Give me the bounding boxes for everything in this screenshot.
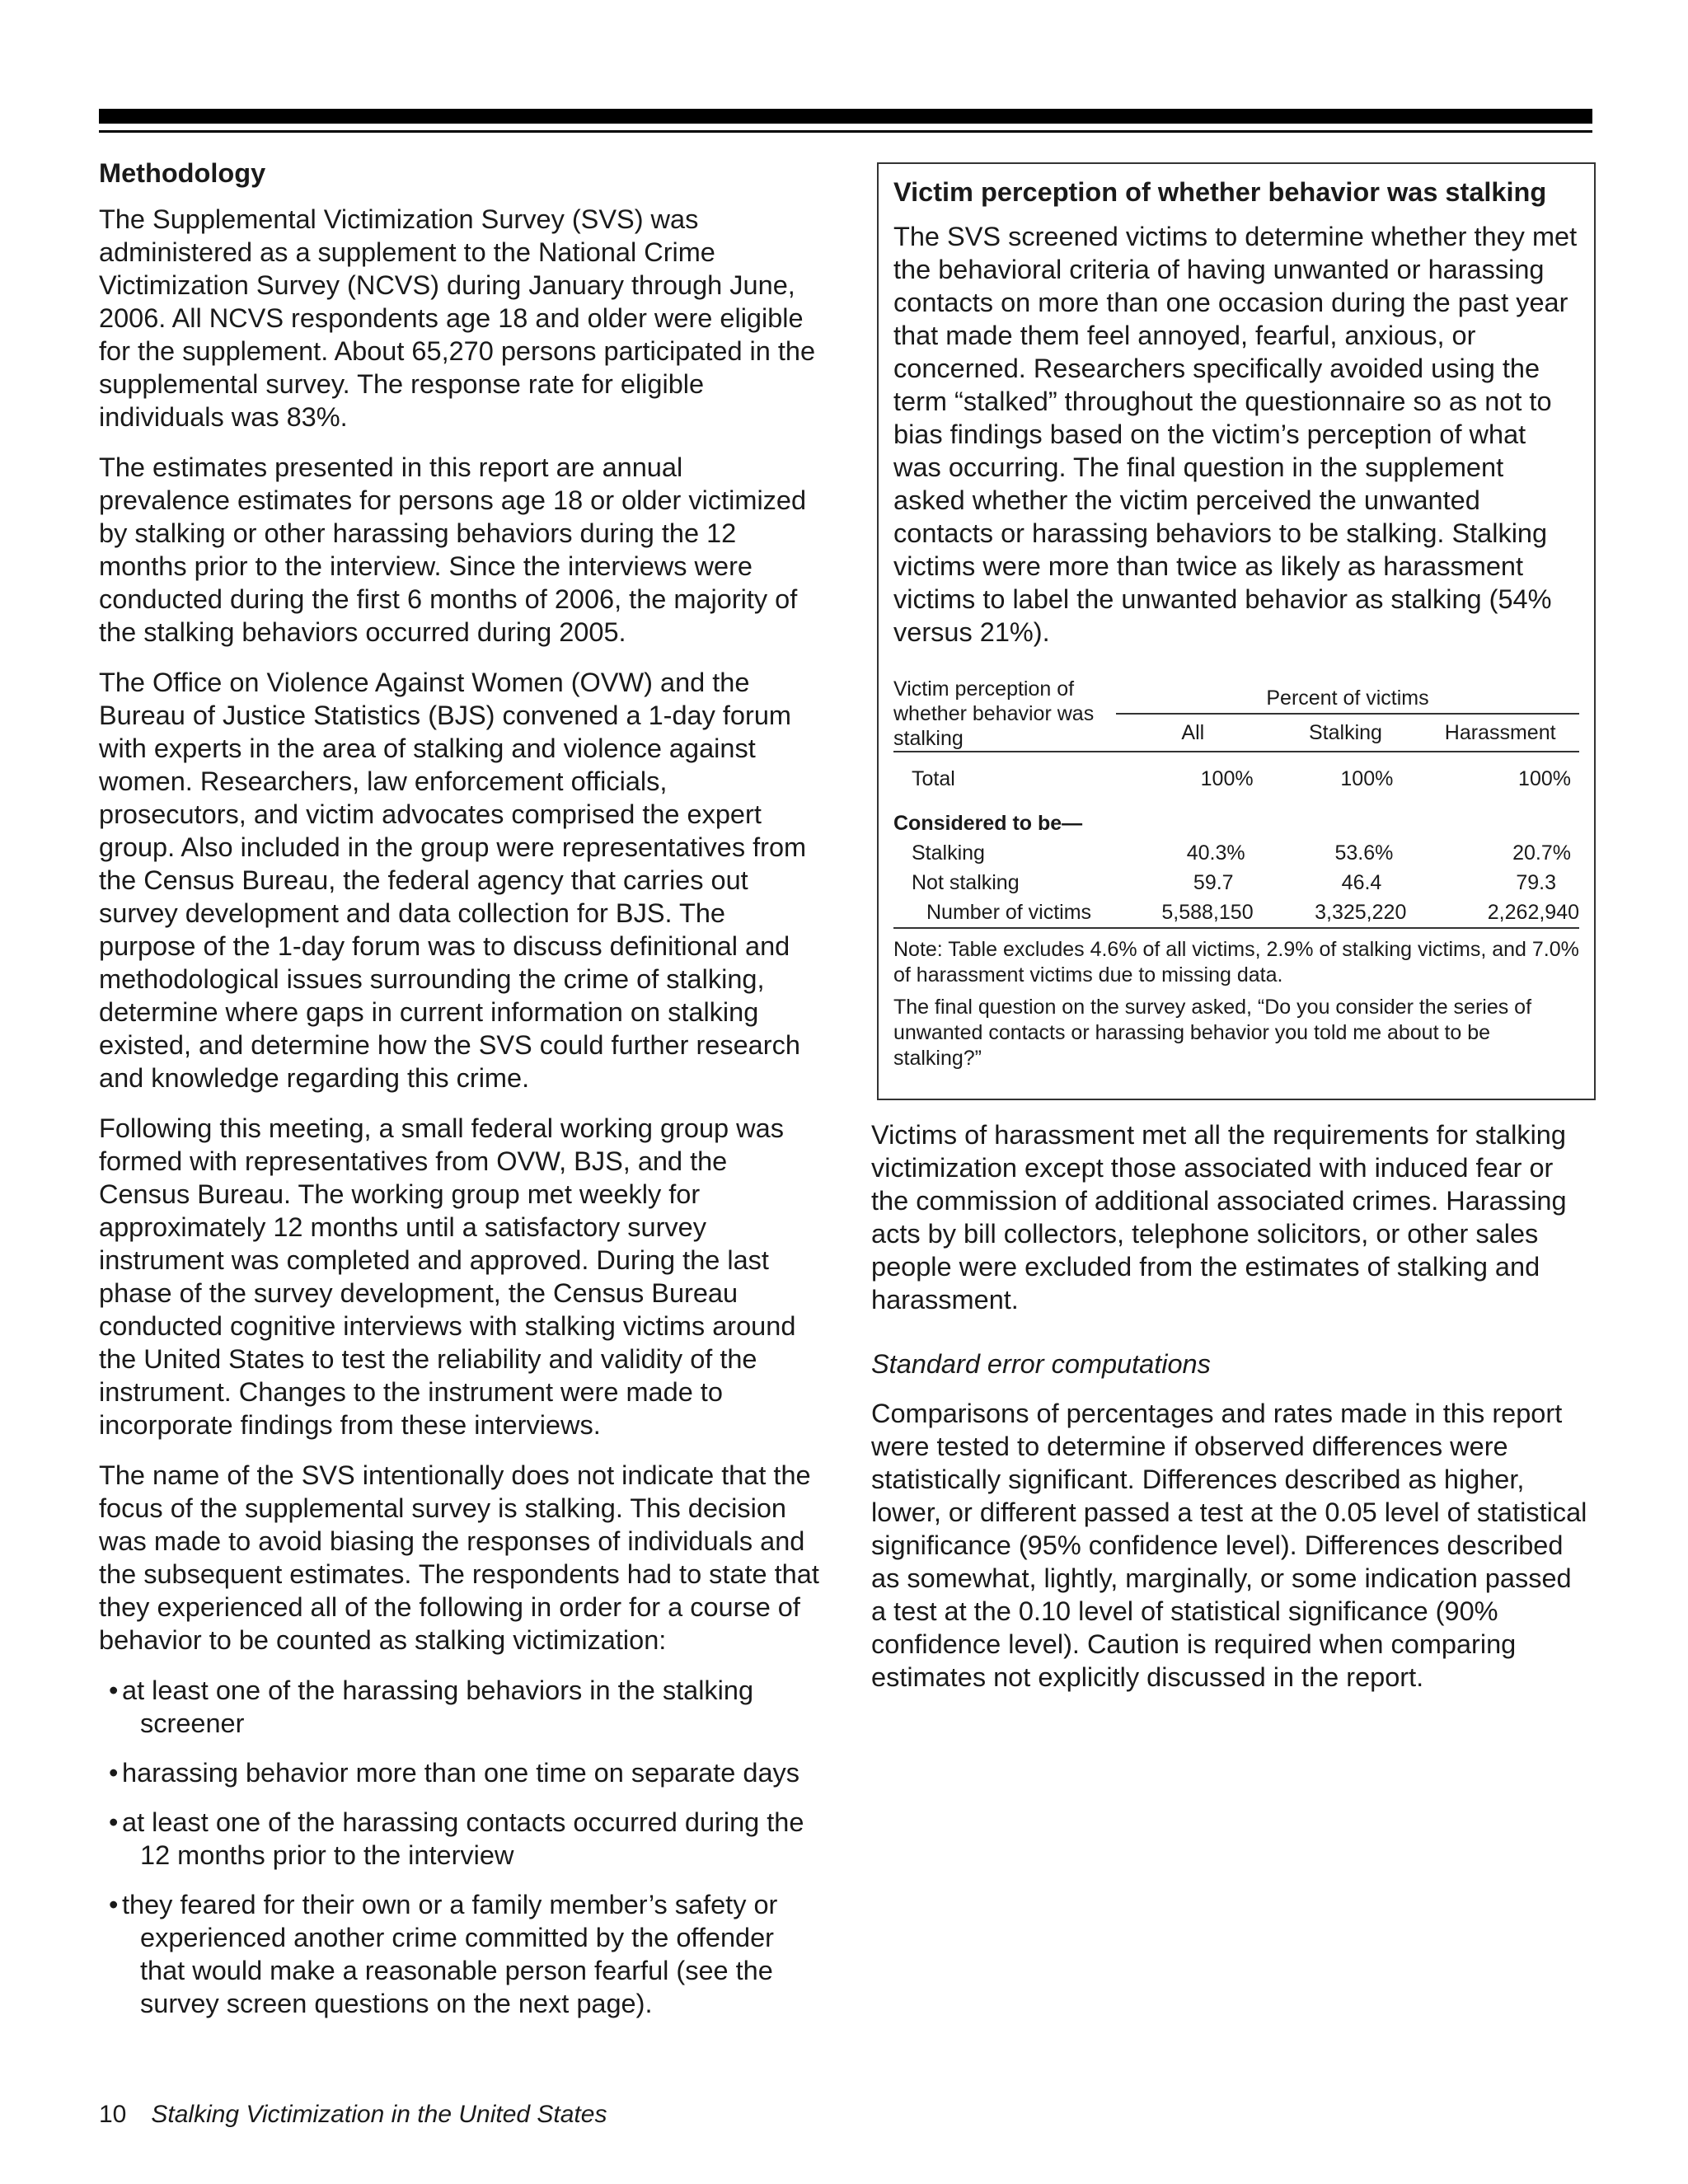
table-row <box>893 898 1579 928</box>
standard-error-heading: Standard error computations <box>871 1349 1211 1379</box>
table-cell: 100% <box>1340 767 1394 790</box>
table-cell: 5,588,150 <box>1116 898 1270 928</box>
list-item: • harassing behavior more than one time on separate days <box>99 1756 820 1789</box>
table-span-header: Percent of victims <box>1116 677 1579 714</box>
list-item: • at least one of the harassing behaviors in the stalking screener <box>99 1674 820 1740</box>
table-stub-header: Victim perception of whether behavior was stalking <box>893 677 1116 752</box>
methodology-heading: Methodology <box>99 158 266 188</box>
methodology-paragraph: The estimates presented in this report are annual prevalence estimates for persons age 18 or older victimized by stalking or other harassing behaviors during the 12 months prior to the interview. Since the interviews were conducted during the first 6 months of 2006, the majority of the stalking behaviors occurred during 2005. <box>99 452 807 647</box>
table-cell: 100% <box>1200 767 1254 790</box>
table-note: Note: Table excludes 4.6% of all victims, 2.9% of stalking victims, and 7.0% of harassment victims due to missing data. <box>893 938 1579 987</box>
table-row-label: Total <box>912 767 955 790</box>
table-cell: 40.3% <box>1186 841 1245 865</box>
criteria-list <box>99 1674 820 2020</box>
table-cell: 59.7 <box>1193 871 1234 894</box>
header-rule-thin <box>99 130 1592 133</box>
harassment-paragraph: Victims of harassment met all the requirements for stalking victimization except those associated with induced fear or the commission of additional associated crimes. Harassing acts by bill collectors, telephone solicitors, or other sales people were excluded from the estimates of stalking and harassment. <box>871 1120 1567 1315</box>
table-cell: 2,262,940 <box>1421 898 1579 928</box>
list-item: • they feared for their own or a family member’s safety or experienced another crime committed by the offender that would make a reasonable person fearful (see the survey screen questions on the next page). <box>99 1888 820 2020</box>
table-column-header: All <box>1116 714 1270 752</box>
table-row <box>893 838 1579 868</box>
table-cell: 3,325,220 <box>1270 898 1422 928</box>
methodology-paragraph: The Office on Violence Against Women (OVW) and the Bureau of Justice Statistics (BJS) convened a 1-day forum with experts in the area of stalking and violence against women. Researchers, law enforcement officials, prosecutors, and victim advocates comprised the expert group. Also included in the group were representatives from the Census Bureau, the federal agency that carries out survey development and data collection for BJS. The purpose of the 1-day forum was to discuss definitional and methodological issues surrounding the crime of stalking, determine where gaps in current information on stalking existed, and determine how the SVS could further research and knowledge regarding this crime. <box>99 668 807 1093</box>
sidebar-title: Victim perception of whether behavior was stalking <box>893 177 1547 207</box>
table-row <box>893 794 1579 838</box>
report-title: Stalking Victimization in the United States <box>151 2101 607 2128</box>
methodology-paragraph: Following this meeting, a small federal working group was formed with representatives from OVW, BJS, and the Census Bureau. The working group met weekly for approximately 12 months until a satisfactory survey instrument was completed and approved. During the last phase of the survey development, the Census Bureau conducted cognitive interviews with stalking victims around the United States to test the reliability and validity of the instrument. Changes to the instrument were made to incorporate findings from these interviews. <box>99 1113 796 1440</box>
table-row <box>893 752 1579 794</box>
table-cell: 53.6% <box>1334 841 1394 865</box>
left-column <box>99 157 820 2036</box>
list-item: • at least one of the harassing contacts occurred during the 12 months prior to the interview <box>99 1806 820 1872</box>
table-notes <box>893 937 1579 1071</box>
methodology-paragraph: The name of the SVS intentionally does not indicate that the focus of the supplemental survey is stalking. This decision was made to avoid biasing the responses of individuals and the subsequent estimates. The respondents had to state that they experienced all of the following in order for a course of behavior to be counted as stalking victimization: <box>99 1460 819 1655</box>
table-section-label: Considered to be— <box>893 812 1083 835</box>
perception-table <box>893 677 1579 929</box>
page-footer <box>99 2100 607 2130</box>
table-row <box>893 868 1579 898</box>
table-cell: 20.7% <box>1512 841 1571 865</box>
table-cell: 46.4 <box>1341 871 1382 894</box>
sidebar-box <box>877 162 1596 1100</box>
page-number: 10 <box>99 2101 127 2128</box>
table-cell: 100% <box>1518 767 1571 790</box>
table-column-header: Harassment <box>1421 714 1579 752</box>
methodology-paragraph: The Supplemental Victimization Survey (SVS) was administered as a supplement to the National Crime Victimization Survey (NCVS) during January through June, 2006. All NCVS respondents age 18 and older were eligible for the supplement. About 65,270 persons participated in the supplemental survey. The response rate for eligible individuals was 83%. <box>99 204 816 432</box>
table-column-header: Stalking <box>1270 714 1422 752</box>
table-row-label: Number of victims <box>893 898 1116 928</box>
sidebar-text: The SVS screened victims to determine whether they met the behavioral criteria of having unwanted or harassing contacts on more than one occasion during the past year that made them feel annoyed, fearful, anxious, or concerned. Researchers specifically avoided using the term “stalked” throughout the questionnaire so as not to bias findings based on the victim’s perception of what was occurring. The final question in the supplement asked whether the victim perceived the unwanted contacts or harassing behaviors to be stalking. Stalking victims were more than twice as likely as harassment victims to label the unwanted behavior as stalking (54% versus 21%). <box>893 222 1578 647</box>
standard-error-paragraph: Comparisons of percentages and rates made in this report were tested to determine if observed differences were statistically significant. Differences described as higher, lower, or different passed a test at the 0.05 level of statistical significance (95% confidence level). Differences described as somewhat, lightly, marginally, or some indication passed a test at the 0.10 level of statistical significance (90% confidence level). Caution is required when comparing estimates not explicitly discussed in the report. <box>871 1399 1587 1692</box>
table-note: The final question on the survey asked, “Do you consider the series of unwanted contacts or harassing behavior you told me about to be stalking?” <box>893 996 1532 1070</box>
right-column <box>871 1118 1592 1711</box>
header-rule-thick <box>99 109 1592 124</box>
table-row-label: Not stalking <box>912 871 1020 894</box>
table-row-label: Stalking <box>912 841 985 865</box>
table-cell: 79.3 <box>1516 871 1556 894</box>
